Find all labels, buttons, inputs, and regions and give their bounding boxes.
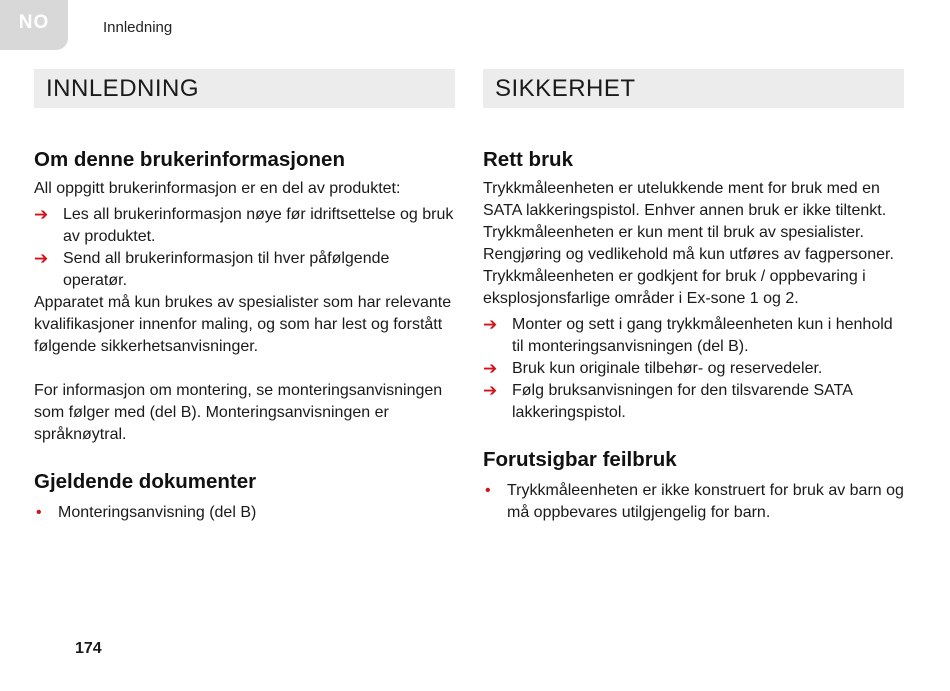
heading-foreseeable-misuse: Forutsigbar feilbruk — [483, 448, 677, 471]
section-banner-sikkerhet: SIKKERHET — [483, 69, 904, 108]
arrow-right-icon: ➔ — [483, 359, 498, 378]
list-item: ➔ Bruk kun originale tilbehør- og reservedeler. — [483, 359, 823, 378]
heading-about-user-information: Om denne brukerinformasjonen — [34, 148, 345, 171]
list-item: • Monteringsanvisning (del B) — [34, 502, 455, 524]
safety-instruction-list — [483, 314, 904, 424]
documents-list — [34, 502, 455, 524]
list-item: ➔ Følg bruksanvisningen for den tilsvarende SATA lakkeringspistol. — [483, 381, 853, 421]
page-number: 174 — [75, 640, 102, 657]
arrow-right-icon: ➔ — [34, 249, 49, 268]
instruction-list — [34, 204, 455, 292]
list-item: • Trykkmåleenheten er ikke konstruert for bruk av barn og må oppbevares utilgjengelig for barn. — [485, 482, 904, 521]
section-banner-innledning: INNLEDNING — [34, 69, 455, 108]
arrow-right-icon: ➔ — [483, 381, 498, 400]
intended-use-paragraph-1: Trykkmåleenheten er utelukkende ment for bruk med en SATA lakkeringspistol. Enhver annen bruk er ikke tiltenkt. — [483, 180, 887, 219]
language-code: NO — [18, 12, 50, 33]
bullet-dot-icon: • — [36, 504, 42, 521]
heading-applicable-documents: Gjeldende dokumenter — [34, 470, 257, 493]
intro-paragraph: All oppgitt brukerinformasjon er en del av produktet: — [34, 180, 401, 197]
intended-use-paragraph-3: Trykkmåleenheten er godkjent for bruk / oppbevaring i eksplosjonsfarlige områder i Ex-sone 1 og 2. — [483, 268, 866, 307]
list-item: ➔ Send all brukerinformasjon til hver påfølgende operatør. — [34, 249, 390, 289]
right-column — [483, 69, 904, 524]
intended-use-paragraph-2: Trykkmåleenheten er kun ment til bruk av spesialister. Rengjøring og vedlikehold må kun utføres av fagpersoner. — [483, 224, 894, 263]
qualification-paragraph: Apparatet må kun brukes av spesialister som har relevante kvalifikasjoner innenfor maling, og som har lest og forstått følgende sikkerhetsanvisninger. — [34, 294, 452, 355]
list-item: ➔ Les all brukerinformasjon nøye før idriftsettelse og bruk av produktet. — [34, 205, 454, 245]
left-column — [34, 69, 455, 524]
list-item: ➔ Monter og sett i gang trykkmåleenheten kun i henhold til monteringsanvisningen (del B). — [483, 315, 893, 355]
arrow-right-icon: ➔ — [34, 205, 49, 224]
misuse-list — [483, 480, 904, 524]
assembly-info-paragraph: For informasjon om montering, se monteringsanvisningen som følger med (del B). Monteringsanvisningen er språknøytral. — [34, 382, 443, 443]
heading-intended-use: Rett bruk — [483, 148, 573, 171]
arrow-right-icon: ➔ — [483, 315, 498, 334]
bullet-dot-icon: • — [485, 482, 491, 499]
language-tab — [0, 0, 68, 50]
running-head: Innledning — [103, 19, 173, 36]
